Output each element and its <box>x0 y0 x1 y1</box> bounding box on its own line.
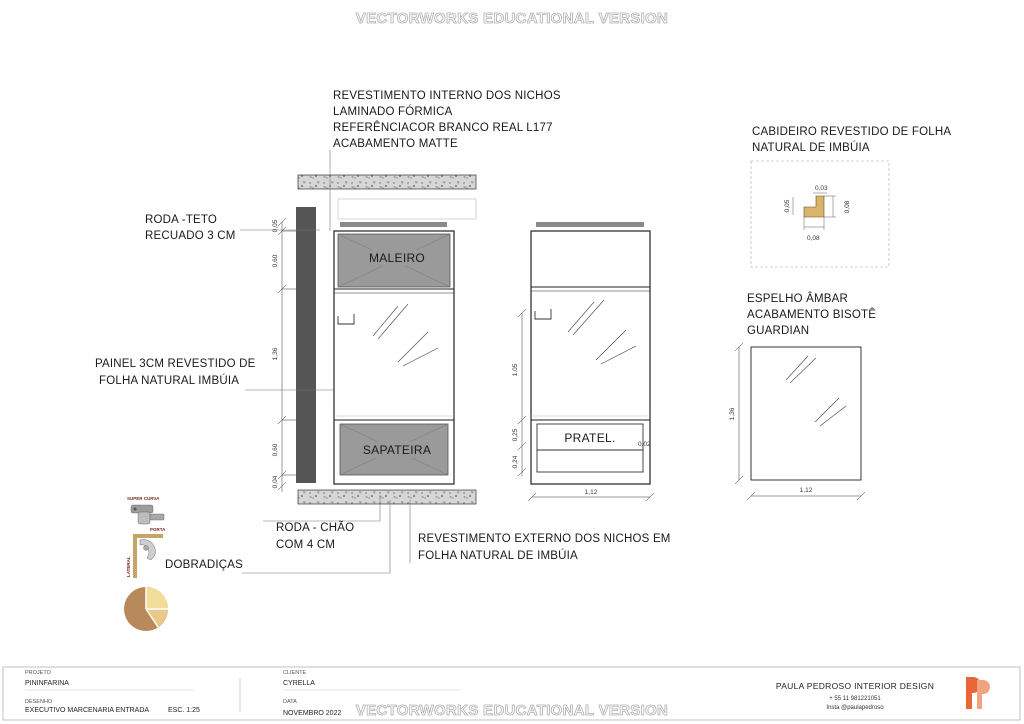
ceiling-recess <box>338 199 476 219</box>
front-elevation <box>272 175 476 504</box>
dim-front-2: 0,60 <box>272 254 279 268</box>
mirror-outline <box>751 347 861 480</box>
svg-text:REVESTIMENTO INTERNO DOS NICHO: REVESTIMENTO INTERNO DOS NICHOS <box>333 90 561 102</box>
svg-text:CABIDEIRO REVESTIDO DE FOLHA: CABIDEIRO REVESTIDO DE FOLHA <box>752 126 952 138</box>
hinge-images <box>124 496 168 631</box>
ceiling-slab <box>298 175 476 189</box>
hanger-mark <box>338 314 354 324</box>
svg-text:RODA - CHÃO: RODA - CHÃO <box>276 522 355 534</box>
pratel-label: PRATEL. <box>564 431 616 445</box>
dim-hanger-left: 0,05 <box>784 199 791 213</box>
maleiro-label: MALEIRO <box>368 251 426 265</box>
mirror-detail <box>729 343 865 500</box>
dim-front-3: 1,36 <box>272 347 279 361</box>
section-elevation <box>512 222 654 501</box>
hinge-icon <box>131 505 164 524</box>
front-dimension-chain <box>278 218 296 492</box>
sapateira-label: SAPATEIRA <box>362 443 432 457</box>
floor-slab <box>298 490 476 504</box>
note-dobradicas: DOBRADIÇAS <box>165 559 244 571</box>
dim-section-3: 0,24 <box>512 455 519 469</box>
svg-text:GUARDIAN: GUARDIAN <box>747 325 810 337</box>
tb-data-label: DATA <box>283 699 297 705</box>
hinge-label-lateral: LATERAL <box>126 556 131 577</box>
note-cabideiro <box>752 126 951 154</box>
hanger-profile <box>804 196 824 217</box>
dim-mirror-height: 1,36 <box>729 407 736 421</box>
tb-cliente-label: CLIENTE <box>283 670 307 676</box>
hinge-plan-icon <box>133 534 163 578</box>
svg-text:ESPELHO ÂMBAR: ESPELHO ÂMBAR <box>747 293 849 305</box>
tb-desenho: EXECUTIVO MARCENARIA ENTRADA <box>25 707 150 714</box>
svg-text:REFERÊNCIACOR BRANCO REAL L177: REFERÊNCIACOR BRANCO REAL L177 <box>333 122 553 134</box>
tb-phone: + 55 11 981221051 <box>829 696 881 702</box>
note-external-finish <box>418 533 671 562</box>
dim-front-1: 0,05 <box>272 219 279 233</box>
leader-lines <box>240 150 410 573</box>
tb-cliente: CYRELLA <box>283 680 315 687</box>
watermark-top: VECTORWORKS EDUCATIONAL VERSION <box>355 10 669 27</box>
dim-hanger-top: 0,03 <box>815 185 828 192</box>
pp-logo-icon <box>966 677 990 709</box>
note-espelho <box>747 292 876 337</box>
svg-text:ACABAMENTO BISOTÊ: ACABAMENTO BISOTÊ <box>747 309 877 321</box>
hinge-label-porta: PORTA <box>150 527 166 532</box>
dim-front-5: 0,04 <box>272 475 279 489</box>
side-panel <box>296 207 316 483</box>
hinge-label-super-curva: SUPER CURVA <box>127 496 160 501</box>
note-internal-finish <box>333 90 561 150</box>
section-outline <box>531 231 650 484</box>
dim-section-width: 1,12 <box>584 489 598 496</box>
tb-desenho-label: DESENHO <box>25 699 53 705</box>
tb-projeto: PININFARINA <box>25 680 69 687</box>
note-roda-chao <box>276 521 354 551</box>
svg-text:RODA -TETO: RODA -TETO <box>145 214 218 226</box>
hanger-detail <box>751 161 889 267</box>
svg-text:LAMINADO FÓRMICA: LAMINADO FÓRMICA <box>333 106 453 118</box>
dim-hanger-right: 0,08 <box>844 200 851 214</box>
svg-text:PAINEL 3CM REVESTIDO DE: PAINEL 3CM REVESTIDO DE <box>95 358 256 370</box>
roda-teto <box>340 222 447 227</box>
dim-hanger-bottom: 0,08 <box>807 235 820 242</box>
dim-section-2: 0,25 <box>512 428 519 442</box>
svg-text:FOLHA NATURAL DE IMBÚIA: FOLHA NATURAL DE IMBÚIA <box>418 550 578 562</box>
tb-firm-name: PAULA PEDROSO INTERIOR DESIGN <box>775 681 935 691</box>
watermark-bottom: VECTORWORKS EDUCATIONAL VERSION <box>355 702 669 719</box>
note-painel <box>95 358 256 387</box>
hinge-wood-disk-icon <box>124 587 168 631</box>
svg-text:ACABAMENTO MATTE: ACABAMENTO MATTE <box>333 138 458 150</box>
svg-text:FOLHA NATURAL IMBÚIA: FOLHA NATURAL IMBÚIA <box>99 375 240 387</box>
tb-insta: Insta @paulapedroso <box>826 705 884 711</box>
dim-mirror-width: 1,12 <box>799 487 813 494</box>
svg-text:RECUADO 3 CM: RECUADO 3 CM <box>145 230 236 242</box>
dim-front-4: 0,60 <box>272 443 279 457</box>
svg-text:COM 4 CM: COM 4 CM <box>276 539 336 551</box>
tb-projeto-label: PROJETO <box>25 670 51 676</box>
tb-data: NOVEMBRO 2022 <box>283 710 342 717</box>
svg-text:NATURAL DE IMBÚIA: NATURAL DE IMBÚIA <box>752 142 870 154</box>
tb-escala: ESC. 1:25 <box>168 707 200 714</box>
svg-text:REVESTIMENTO EXTERNO DOS NICHO: REVESTIMENTO EXTERNO DOS NICHOS EM <box>418 533 671 545</box>
dim-section-1: 1,05 <box>512 363 519 377</box>
title-block <box>3 667 1020 720</box>
note-roda-teto <box>145 214 236 242</box>
dim-section-shelf: 0,02 <box>638 441 651 448</box>
